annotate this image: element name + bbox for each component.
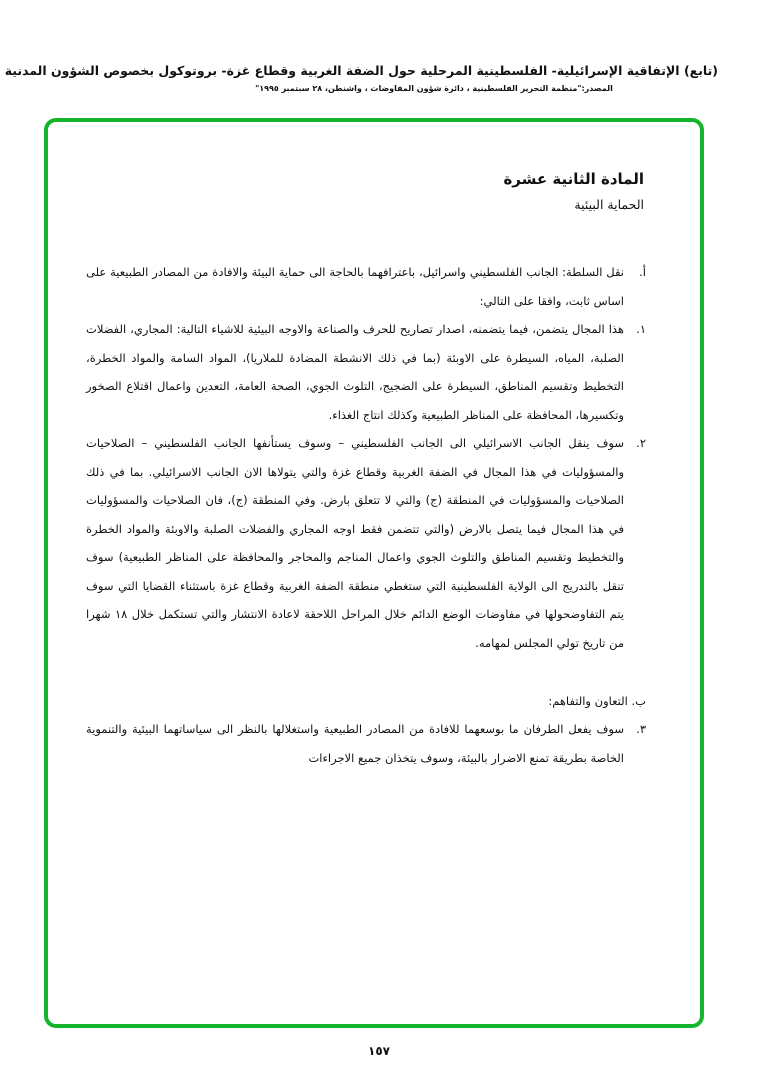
article-subtitle: الحماية البيئية (574, 197, 644, 212)
list-item (86, 429, 646, 657)
article-title: المادة الثانية عشرة (503, 170, 644, 188)
header-title: (تابع) الإتفاقية الإسرائيلية- الفلسطينية المرحلية حول الضفة الغربية وقطاع غزة- بروتوكول بخصوص الشؤون المدنية (4, 63, 718, 78)
section-a (86, 258, 646, 315)
item-2-text: سوف ينقل الجانب الاسرائيلي الى الجانب الفلسطيني – وسوف يستأنفها الجانب الفلسطيني – الصلاحيات والمسؤوليات في هذا المجال في الضفة الغربية وقطاع غزة والتي يتولاها الان الجانب الاسرائيلي. بما في ذلك الصلاحيات والمسؤوليات في المنطقة (ج) والتي لا تتعلق بارض. وفي المنطقة (ج)، فان الصلاحيات والمسؤوليات في هذا المجال فيما يتصل بالارض (والتي تتضمن فقط اوجه المجاري والفضلات الصلبة والاوبئة والمواد الخطرة والتخطيط وتقسيم المناطق والتلوث الجوي واعمال المناجم والمحاجر والمحافظة على المناظر الطبيعية) سوف تنقل بالتدريج الى الولاية الفلسطينية التي ستغطي منطقة الضفة الغربية وقطاع غزة باستثناء القضايا التي سوف يتم التفاوضحولها في مفاوضات الوضع الدائم خلال المراحل اللاحقة لاعادة الانتشار والتي تستكمل خلال ١٨ شهرا من تاريخ تولي المجلس لمهامه. (86, 436, 624, 650)
section-b-heading (86, 687, 646, 715)
item-1-marker: ١. (636, 322, 646, 336)
document-header (4, 62, 718, 96)
section-b-title: التعاون والتفاهم: (548, 694, 628, 708)
header-source: المصدر:"منظمة التحرير الفلسطينية ، دائرة شؤون المفاوضات ، واشنطن، ٢٨ سبتمبر ١٩٩٥" (255, 84, 613, 93)
section-a-text: نقل السلطة: الجانب الفلسطيني واسرائيل، باعترافهما بالحاجة الى حماية البيئة والافادة من المصادر الطبيعية على اساس ثابت، وافقا على التالي: (86, 265, 624, 308)
item-3-text: سوف يفعل الطرفان ما بوسعهما للافادة من المصادر الطبيعية واستغلالها بالنظر الى سياساتهما البيئية والتنموية الخاصة بطريقة تمنع الاضرار بالبيئة، وسوف يتخذان جميع الاجراءات (86, 722, 624, 765)
item-1-text: هذا المجال يتضمن، فيما يتضمنه، اصدار تصاريح للحرف والصناعة والاوجه البيئية للاشياء التالية: المجاري، الفضلات الصلبة، المياه، السيطرة على الاوبئة (بما في ذلك الانشطة المضادة للملاريا)، المواد السامة والمواد الخطرة، التخطيط وتقسيم المناطق، السيطرة على الضجيج، التلوث الجوي، الصحة العامة، التعدين واعمال اقتلاع الصخور وتكسيرها، المحافظة على المناظر الطبيعية وكذلك انتاج الغذاء. (86, 322, 624, 422)
item-3-marker: ٣. (636, 722, 646, 736)
section-b-marker: ب. (631, 694, 646, 708)
list-item (86, 715, 646, 772)
article-content (86, 166, 646, 772)
item-2-marker: ٢. (636, 436, 646, 450)
list-item (86, 315, 646, 429)
page-number: ١٥٧ (368, 1044, 390, 1058)
section-a-marker: أ. (639, 265, 646, 279)
